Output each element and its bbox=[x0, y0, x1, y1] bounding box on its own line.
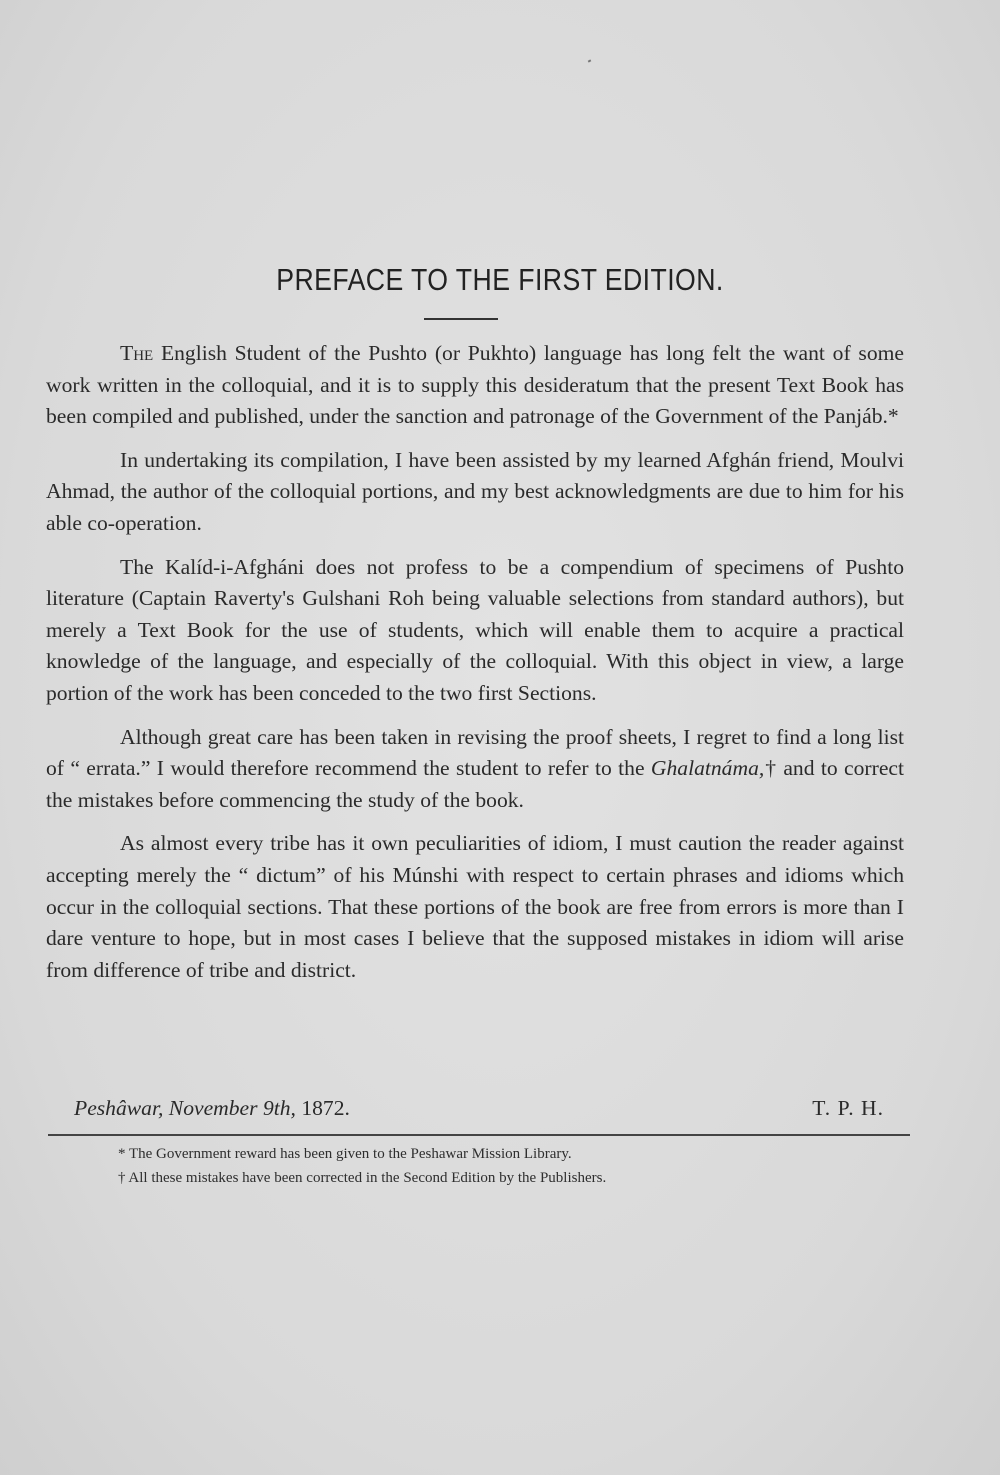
page-title: PREFACE TO THE FIRST EDITION. bbox=[276, 262, 724, 297]
place-and-date bbox=[74, 1096, 350, 1121]
author-initials: T. P. H. bbox=[812, 1096, 884, 1120]
paragraph-lead: The bbox=[120, 341, 154, 365]
signoff bbox=[74, 1096, 884, 1128]
place: Peshâwar, bbox=[74, 1096, 164, 1120]
paragraph-2 bbox=[46, 445, 904, 540]
paragraph-text: † and to correct the mistakes before commencing the study of the book. bbox=[46, 756, 904, 812]
footnotes bbox=[118, 1142, 818, 1190]
footnote-2: † All these mistakes have been corrected in the Second Edition by the Publishers. bbox=[118, 1170, 607, 1186]
preface-body bbox=[46, 338, 904, 998]
footnote-1: * The Government reward has been given to the Peshawar Mission Library. bbox=[118, 1146, 572, 1162]
title-rule bbox=[424, 318, 498, 320]
paragraph-4 bbox=[46, 722, 904, 817]
paragraph-1 bbox=[46, 338, 904, 433]
footnote-rule bbox=[48, 1134, 910, 1136]
ink-speck bbox=[588, 59, 592, 62]
paragraph-text: English Student of the Pushto (or Pukhto) language has long felt the want of some work written in the colloquial, and it is to supply this desideratum that the present Text Book has been compiled and published, under the sanction and patronage of the Government of the Panjáb.* bbox=[46, 341, 904, 429]
paragraph-3 bbox=[46, 552, 904, 710]
paragraph-5 bbox=[46, 828, 904, 986]
ghalatnama-title: Ghalatnáma, bbox=[650, 756, 765, 781]
paragraph-text: Although great care has been taken in revising the proof sheets, I regret to find a long list of “ errata.” I would therefore recommend the student to refer to the bbox=[46, 724, 904, 781]
date-year: 1872. bbox=[295, 1096, 350, 1120]
paragraph-text: The Kalíd-i-Afgháni does not profess to be a compendium of specimens of Pushto literature (Captain Raverty's Gulshani Roh being valuable selections from standard authors), but merely a Text Book for the use of students, which will enable them to acquire a practical knowledge of the language, and especially of the colloquial. With this object in view, a large portion of the work has been conceded to the two first Sections. bbox=[46, 554, 904, 705]
paragraph-text: As almost every tribe has it own peculiarities of idiom, I must caution the reader against accepting merely the “ dictum” of his Múnshi with respect to certain phrases and idioms which occur in the colloquial sections. That these portions of the book are free from errors is more than I dare venture to hope, but in most cases I believe that the supposed mistakes in idiom will arise from difference of tribe and district. bbox=[46, 831, 904, 982]
paragraph-text: In undertaking its compilation, I have been assisted by my learned Afghán friend, Moulvi Ahmad, the author of the colloquial portions, and my best acknowledgments are due to him for his able co-operation. bbox=[46, 447, 904, 535]
date-month-day: November 9th, bbox=[168, 1096, 296, 1120]
